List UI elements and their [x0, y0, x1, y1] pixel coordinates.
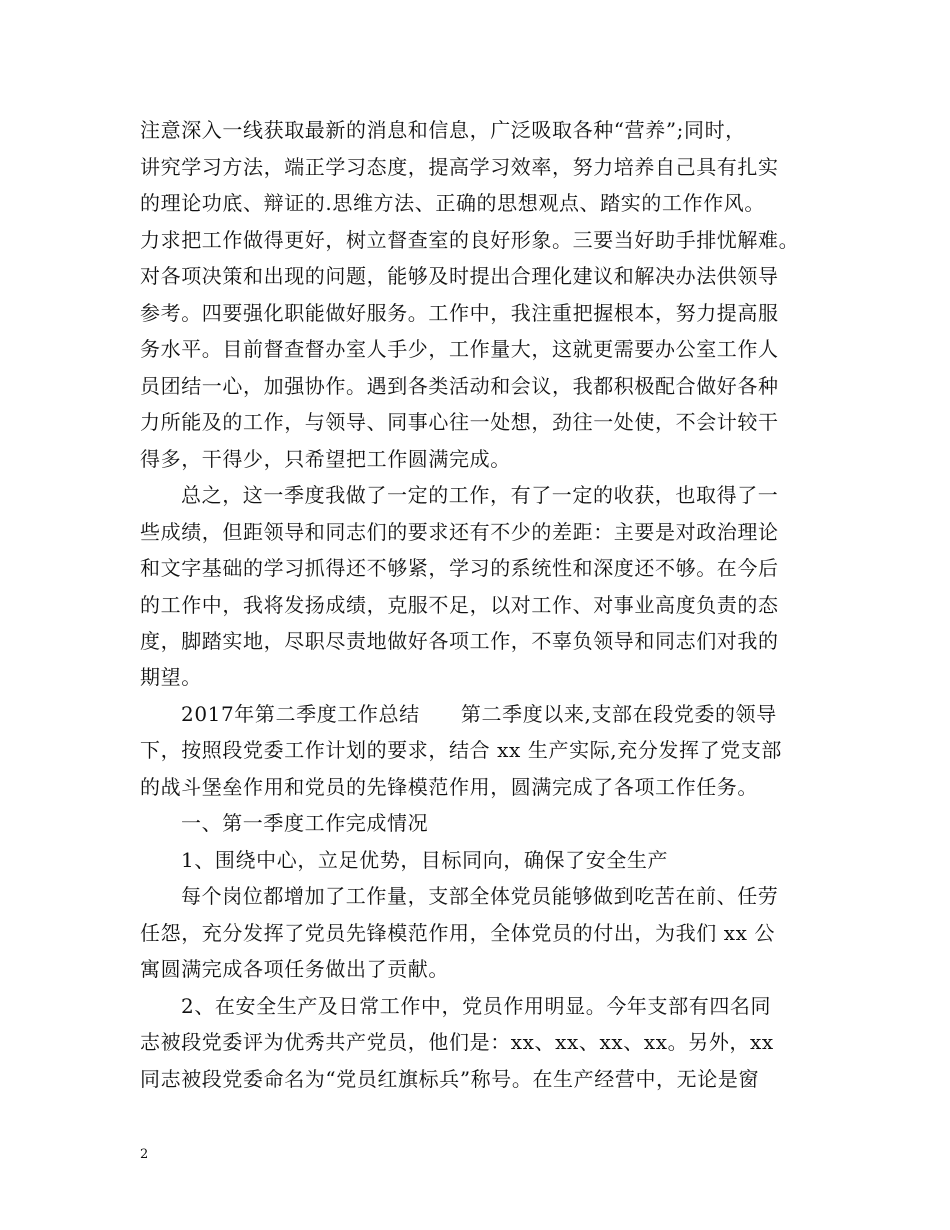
text-line: 注意深入一线获取最新的消息和信息，广泛吸取各种“营养”;同时，: [140, 118, 746, 142]
section-heading: 一、第一季度工作完成情况: [181, 811, 429, 835]
text-line: 任怨，充分发挥了党员先锋模范作用，全体党员的付出，为我们 xx 公: [140, 921, 776, 945]
text-line: 志被段党委评为优秀共产党员，他们是：xx、xx、xx、xx。另外，xx: [140, 1030, 774, 1054]
text-line: 寓圆满完成各项任务做出了贡献。: [140, 957, 449, 981]
text-line: 力求把工作做得更好，树立督查室的良好形象。三要当好助手排忧解难。: [140, 228, 800, 252]
text-line: 同志被段党委命名为“党员红旗标兵”称号。在生产经营中，无论是窗: [140, 1067, 760, 1091]
page-number: 2: [140, 1147, 149, 1162]
text-line: 下，按照段党委工作计划的要求，结合 xx 生产实际,充分发挥了党支部: [140, 738, 783, 762]
text-line: 得多，干得少，只希望把工作圆满完成。: [140, 447, 511, 471]
text-line: 期望。: [140, 665, 202, 689]
paragraph-first-line: 2017年第二季度工作总结 第二季度以来,支部在段党委的领导: [181, 702, 777, 726]
paragraph-first-line: 2、在安全生产及日常工作中，党员作用明显。今年支部有四名同: [181, 994, 772, 1018]
paragraph-first-line: 总之，这一季度我做了一定的工作，有了一定的收获，也取得了一: [181, 483, 779, 507]
text-line: 务水平。目前督查督办室人手少，工作量大，这就更需要办公室工作人: [140, 337, 779, 361]
text-line: 的理论功底、辩证的.思维方法、正确的思想观点、踏实的工作作风。: [140, 191, 765, 215]
text-line: 度，脚踏实地，尽职尽责地做好各项工作，不辜负领导和同志们对我的: [140, 629, 779, 653]
text-line: 参考。四要强化职能做好服务。工作中，我注重把握根本，努力提高服: [140, 301, 779, 325]
subsection-heading: 1、围绕中心，立足优势，目标同向，确保了安全生产: [181, 848, 669, 872]
text-line: 对各项决策和出现的问题，能够及时提出合理化建议和解决办法供领导: [140, 264, 779, 288]
text-line: 的战斗堡垒作用和党员的先锋模范作用，圆满完成了各项工作任务。: [140, 775, 758, 799]
text-line: 些成绩，但距领导和同志们的要求还有不少的差距：主要是对政治理论: [140, 520, 779, 544]
text-line: 员团结一心，加强协作。遇到各类活动和会议，我都积极配合做好各种: [140, 374, 779, 398]
paragraph-first-line: 每个岗位都增加了工作量，支部全体党员能够做到吃苦在前、任劳: [181, 884, 779, 908]
text-line: 和文字基础的学习抓得还不够紧，学习的系统性和深度还不够。在今后: [140, 556, 779, 580]
text-line: 讲究学习方法，端正学习态度，提高学习效率，努力培养自己具有扎实: [140, 155, 779, 179]
text-line: 力所能及的工作，与领导、同事心往一处想，劲往一处使，不会计较干: [140, 410, 779, 434]
text-line: 的工作中，我将发扬成绩，克服不足，以对工作、对事业高度负责的态: [140, 593, 779, 617]
